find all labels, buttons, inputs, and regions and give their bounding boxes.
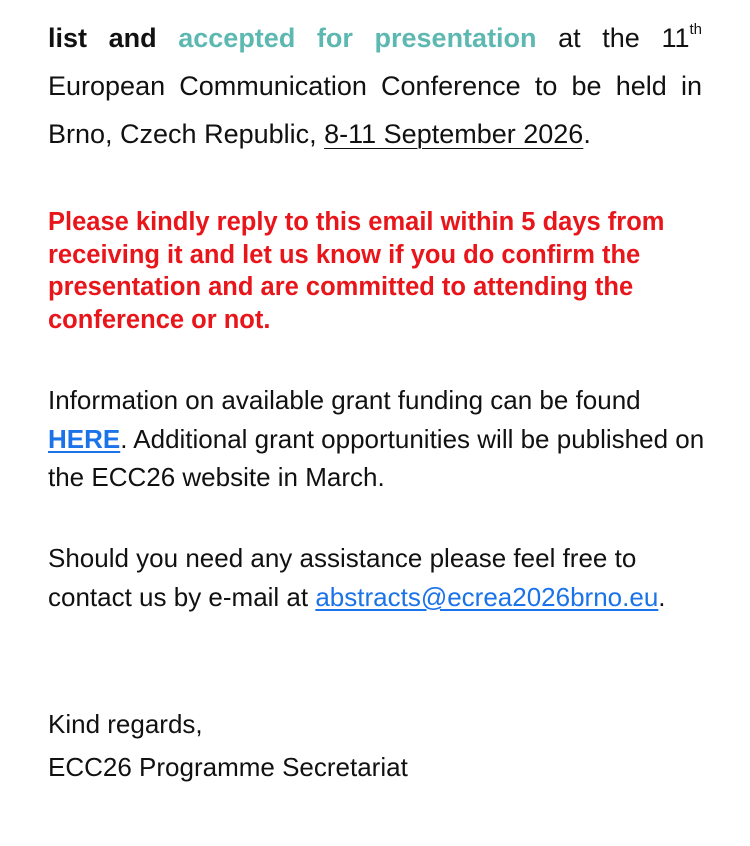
grant-text-before-link: Information on available grant funding can be found bbox=[48, 385, 641, 415]
ordinal-suffix: th bbox=[689, 21, 702, 38]
assistance-text: Should you need any assistance please feel free to contact us by e-mail at bbox=[48, 543, 637, 612]
accepted-for-presentation-highlight: accepted for presentation bbox=[178, 23, 537, 53]
ordinal-number: 11 bbox=[661, 23, 690, 53]
contact-email-link[interactable]: abstracts@ecrea2026brno.eu bbox=[315, 581, 659, 612]
intro-word-list: list bbox=[48, 23, 88, 53]
signoff bbox=[48, 703, 718, 789]
conference-date[interactable]: 8-11 September 2026 bbox=[324, 119, 584, 149]
intro-text-at-the: at the bbox=[536, 23, 662, 53]
closing-line: Kind regards, bbox=[48, 709, 203, 739]
intro-word-and: and bbox=[108, 23, 157, 53]
grant-funding-link[interactable]: HERE bbox=[48, 423, 121, 454]
grant-text-after-link: . Additional grant opportunities will be published on the ECC26 website in March. bbox=[48, 423, 705, 492]
assistance-paragraph bbox=[48, 539, 718, 616]
signature-line: ECC26 Programme Secretariat bbox=[48, 752, 408, 782]
reply-deadline-notice: Please kindly reply to this email within 5 days from receiving it and let us know if you do confirm the presentation and are committed to attending the conference or not. bbox=[48, 208, 665, 335]
intro-conference-text: European Communication Conference to be held in Brno, Czech Republic, bbox=[48, 71, 702, 149]
intro-period: . bbox=[583, 119, 591, 149]
grant-funding-paragraph bbox=[48, 381, 718, 497]
intro-paragraph bbox=[48, 14, 702, 158]
assistance-period: . bbox=[658, 581, 666, 612]
